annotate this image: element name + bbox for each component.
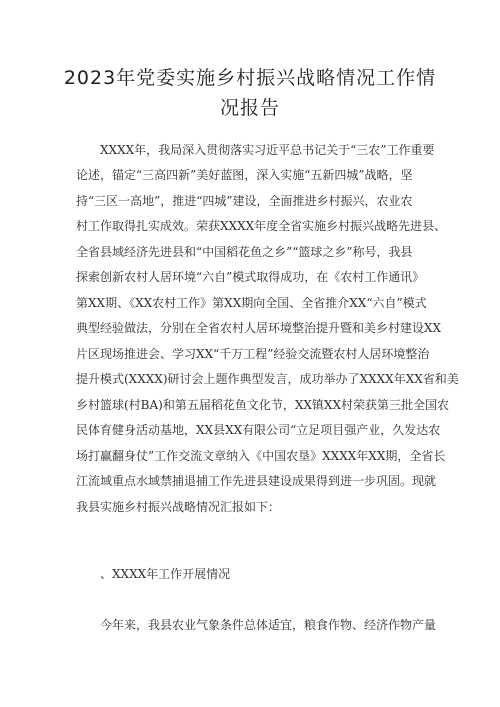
- paragraph-line: 持“三区一高地”，推进“四城”建设，全面推进乡村振兴，农业农: [76, 194, 413, 208]
- document-title-line-2: 况报告: [219, 97, 280, 119]
- document-title-line-1: 2023年党委实施乡村振兴战略情况工作情: [63, 67, 437, 89]
- paragraph-line: 江流域重点水域禁捕退捕工作先进县建设成果得到进一步巩固。现就: [76, 474, 437, 488]
- paragraph-line: 民体育健身活动基地，XX县XX有限公司“立足项目强产业，久发达农: [76, 423, 441, 437]
- paragraph-line: 典型经验做法，分别在全省农村人居环境整治提升暨和美乡村建设XX: [76, 321, 442, 335]
- paragraph-line: 片区现场推进会、学习XX“千万工程”经验交流暨农村人居环境整治: [76, 347, 430, 361]
- paragraph-line: 探索创新农村人居环境“六自”模式取得成功，在《农村工作通讯》: [76, 270, 425, 284]
- paragraph-line: XXXX年，我局深入贯彻落实习近平总书记关于“三农”工作重要: [100, 143, 435, 157]
- paragraph-line: 场打赢翻身仗”工作交流文章纳入《中国农垦》XXXX年XX期，全省长: [76, 449, 446, 463]
- section-heading: 、XXXX年工作开展情况: [100, 567, 231, 581]
- paragraph-line: 第XX期、《XX农村工作》第XX期向全国、全省推介XX“六自”模式: [76, 296, 427, 310]
- paragraph-line: 我县实施乡村振兴战略情况汇报如下：: [76, 500, 281, 514]
- paragraph-line: 提升模式(XXXX)研讨会上题作典型发言，成功举办了XXXX年XX省和美: [76, 372, 459, 386]
- paragraph-line: 全省县域经济先进县和“中国稻花鱼之乡”“篮球之乡”称号，我县: [76, 245, 413, 259]
- paragraph-line: 村工作取得扎实成效。荣获XXXX年度全省实施乡村振兴战略先进县、: [76, 219, 447, 233]
- paragraph-line: 今年来，我县农业气象条件总体适宜，粮食作物、经济作物产量: [100, 618, 437, 632]
- paragraph-line: 乡村篮球(村BA)和第五届稻花鱼文化节，XX镇XX村荣获第三批全国农: [76, 398, 450, 412]
- paragraph-line: 论述，锚定“三高四新”美好蓝图，深入实施“五新四城”战略，坚: [76, 168, 413, 182]
